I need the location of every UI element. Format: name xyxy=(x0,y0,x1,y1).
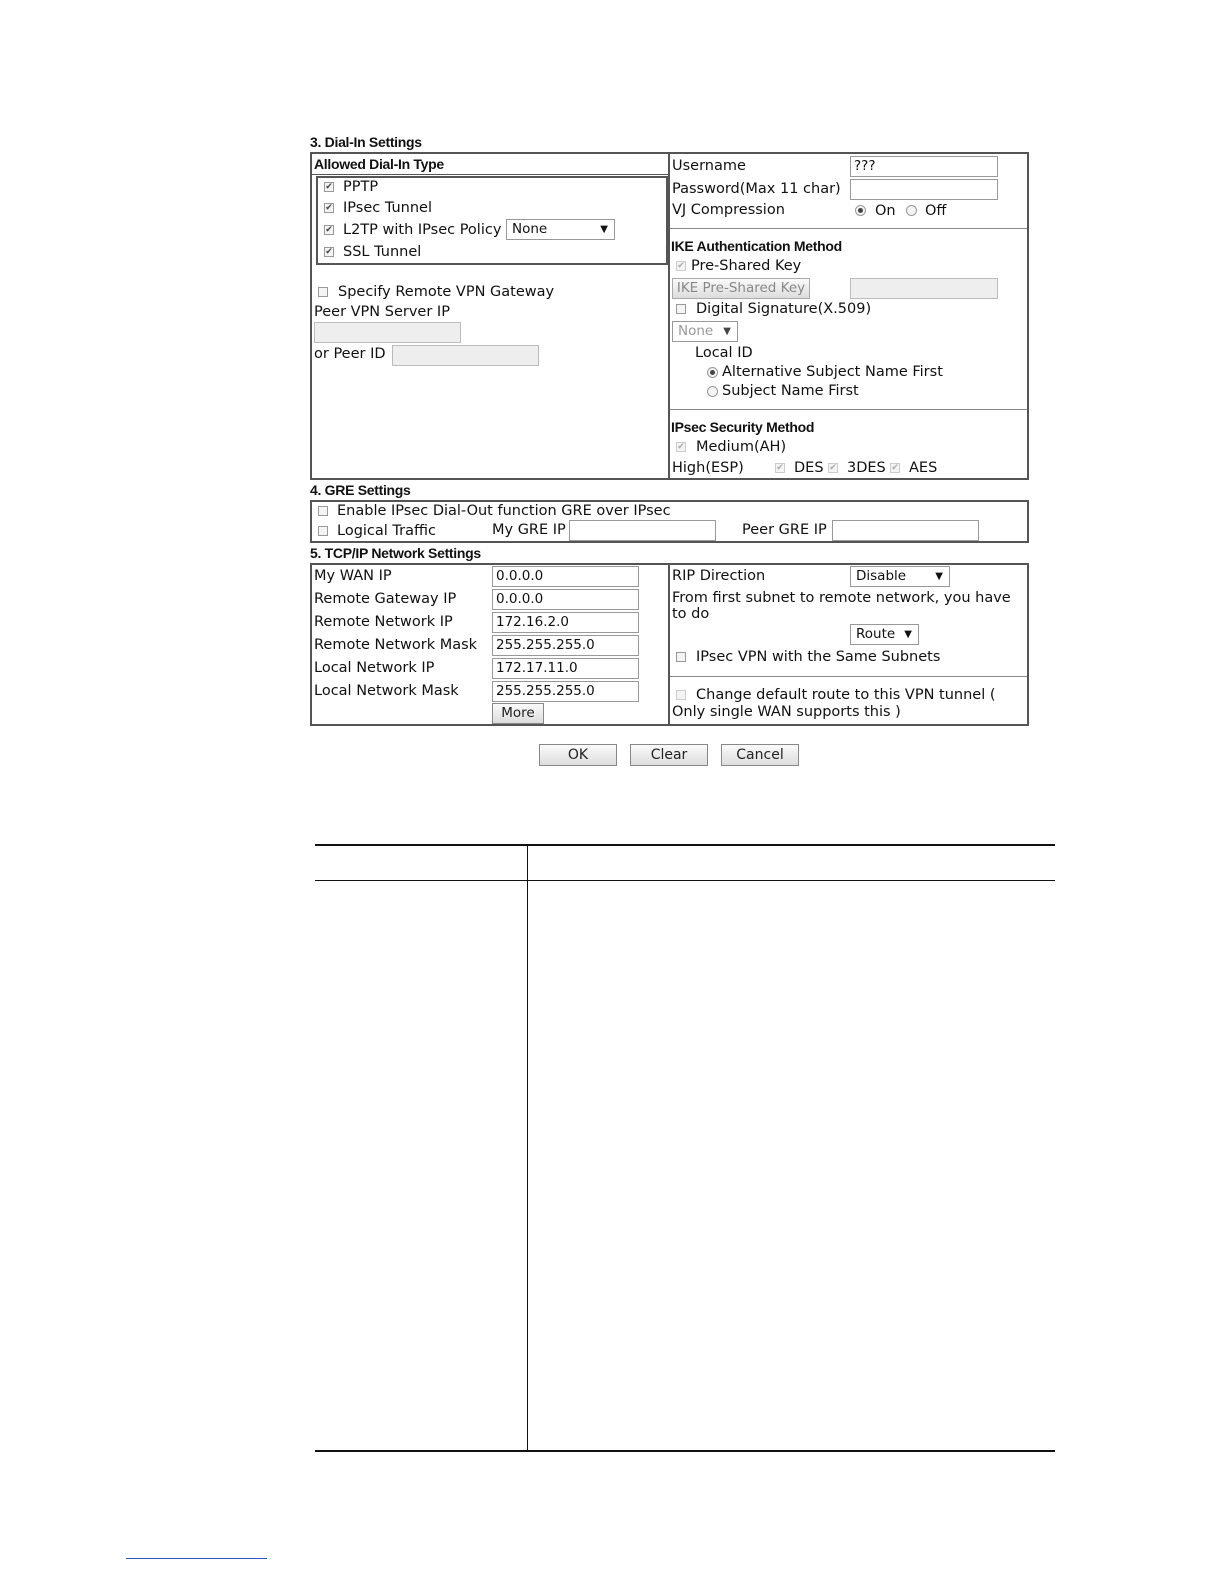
peer-gre-ip-label: Peer GRE IP xyxy=(742,522,827,538)
vj-on-label: On xyxy=(875,203,896,219)
alt-subject-radio[interactable] xyxy=(707,367,718,378)
or-peer-id-label: or Peer ID xyxy=(314,346,386,362)
signature-select[interactable] xyxy=(672,321,738,342)
tcpip-section-title: 5. TCP/IP Network Settings xyxy=(310,545,481,561)
ipsec-tunnel-label: IPsec Tunnel xyxy=(343,200,432,216)
divider xyxy=(312,174,668,175)
ipsec-tunnel-checkbox[interactable]: ✔ xyxy=(325,203,333,213)
ssl-tunnel-label: SSL Tunnel xyxy=(343,244,422,260)
tcpip-divider xyxy=(668,563,670,726)
digital-signature-checkbox[interactable] xyxy=(676,304,686,314)
chevron-down-icon: ▼ xyxy=(935,571,943,582)
l2tp-label: L2TP with IPsec Policy xyxy=(343,222,502,238)
local-network-ip-input[interactable]: 172.17.11.0 xyxy=(492,658,639,679)
my-wan-ip-label: My WAN IP xyxy=(314,568,392,584)
enable-gre-checkbox[interactable] xyxy=(318,506,328,516)
alt-subject-label: Alternative Subject Name First xyxy=(722,364,943,380)
pptp-checkbox[interactable]: ✔ xyxy=(325,182,333,192)
des-checkbox[interactable]: ✔ xyxy=(776,463,784,473)
vj-off-radio[interactable] xyxy=(906,205,917,216)
l2tp-policy-select[interactable] xyxy=(506,219,615,240)
table-column-divider xyxy=(527,845,528,1451)
more-button[interactable]: More xyxy=(492,703,544,724)
enable-gre-label: Enable IPsec Dial-Out function GRE over IPsec xyxy=(337,503,671,519)
dialin-divider xyxy=(668,152,670,480)
gre-section-title: 4. GRE Settings xyxy=(310,482,411,498)
table-bottom-rule xyxy=(315,1450,1055,1452)
divider xyxy=(670,228,1027,229)
change-default-route-label: Change default route to this VPN tunnel ( xyxy=(696,687,996,703)
medium-ah-label: Medium(AH) xyxy=(696,439,787,455)
remote-gateway-ip-label: Remote Gateway IP xyxy=(314,591,457,607)
clear-button[interactable]: Clear xyxy=(630,744,708,766)
l2tp-policy-value: None xyxy=(512,221,548,237)
from-first-subnet-text: From first subnet to remote network, you have xyxy=(672,590,1011,606)
high-esp-label: High(ESP) xyxy=(672,460,744,476)
ok-button[interactable]: OK xyxy=(539,744,617,766)
pre-shared-key-label: Pre-Shared Key xyxy=(691,258,802,274)
des-label: DES xyxy=(794,460,824,476)
route-value: Route xyxy=(856,626,896,642)
rip-direction-label: RIP Direction xyxy=(672,568,766,584)
peer-server-ip-label: Peer VPN Server IP xyxy=(314,304,450,320)
ike-psk-button[interactable]: IKE Pre-Shared Key xyxy=(672,278,810,299)
cancel-button[interactable]: Cancel xyxy=(721,744,799,766)
my-gre-ip-input[interactable] xyxy=(569,520,716,541)
logical-traffic-label: Logical Traffic xyxy=(337,523,436,539)
aes-checkbox[interactable]: ✔ xyxy=(891,463,899,473)
chevron-down-icon: ▼ xyxy=(723,326,731,337)
3des-checkbox[interactable]: ✔ xyxy=(829,463,837,473)
chevron-down-icon: ▼ xyxy=(904,629,912,640)
my-gre-ip-label: My GRE IP xyxy=(492,522,566,538)
medium-ah-checkbox[interactable]: ✔ xyxy=(677,442,685,452)
username-input[interactable]: ??? xyxy=(850,156,998,177)
table-top-rule xyxy=(315,844,1055,846)
rip-direction-select[interactable] xyxy=(850,566,950,587)
dialin-section-title: 3. Dial-In Settings xyxy=(310,134,422,150)
vj-on-radio[interactable] xyxy=(855,205,866,216)
specify-remote-checkbox[interactable] xyxy=(318,287,328,297)
remote-network-ip-input[interactable]: 172.16.2.0 xyxy=(492,612,639,633)
route-select[interactable] xyxy=(850,624,919,645)
peer-gre-ip-input[interactable] xyxy=(832,520,979,541)
aes-label: AES xyxy=(909,460,938,476)
pre-shared-key-checkbox[interactable]: ✔ xyxy=(677,261,685,271)
subject-first-label: Subject Name First xyxy=(722,383,859,399)
peer-id-input[interactable] xyxy=(392,345,539,366)
specify-remote-label: Specify Remote VPN Gateway xyxy=(338,284,555,300)
ike-auth-title: IKE Authentication Method xyxy=(671,238,842,254)
rip-direction-value: Disable xyxy=(856,568,907,584)
my-wan-ip-input[interactable]: 0.0.0.0 xyxy=(492,566,639,587)
change-default-route-checkbox[interactable] xyxy=(676,690,686,700)
remote-gateway-ip-input[interactable]: 0.0.0.0 xyxy=(492,589,639,610)
ssl-tunnel-checkbox[interactable]: ✔ xyxy=(325,247,333,257)
ike-psk-input[interactable] xyxy=(850,278,998,299)
username-label: Username xyxy=(672,158,746,174)
local-network-ip-label: Local Network IP xyxy=(314,660,435,676)
ipsec-security-title: IPsec Security Method xyxy=(671,419,815,435)
password-label: Password(Max 11 char) xyxy=(672,181,841,197)
same-subnets-label: IPsec VPN with the Same Subnets xyxy=(696,649,941,665)
divider xyxy=(670,409,1027,410)
allowed-dialin-title: Allowed Dial-In Type xyxy=(314,156,444,172)
logical-traffic-checkbox[interactable] xyxy=(318,526,328,536)
remote-network-ip-label: Remote Network IP xyxy=(314,614,453,630)
table-header-rule xyxy=(315,880,1055,881)
peer-server-ip-input[interactable] xyxy=(314,322,461,343)
l2tp-checkbox[interactable]: ✔ xyxy=(325,225,333,235)
local-network-mask-input[interactable]: 255.255.255.0 xyxy=(492,681,639,702)
vj-off-label: Off xyxy=(925,203,947,219)
3des-label: 3DES xyxy=(847,460,886,476)
signature-select-value: None xyxy=(678,323,714,339)
remote-network-mask-label: Remote Network Mask xyxy=(314,637,478,653)
only-single-wan-text: Only single WAN supports this ) xyxy=(672,704,901,720)
subject-first-radio[interactable] xyxy=(707,386,718,397)
pptp-label: PPTP xyxy=(343,179,379,195)
local-id-label: Local ID xyxy=(695,345,753,361)
chevron-down-icon: ▼ xyxy=(600,224,608,235)
remote-network-mask-input[interactable]: 255.255.255.0 xyxy=(492,635,639,656)
password-input[interactable] xyxy=(850,179,998,200)
local-network-mask-label: Local Network Mask xyxy=(314,683,459,699)
same-subnets-checkbox[interactable] xyxy=(676,652,686,662)
digital-signature-label: Digital Signature(X.509) xyxy=(696,301,872,317)
vj-compression-label: VJ Compression xyxy=(672,202,785,218)
footer-link-underline xyxy=(126,1558,267,1559)
to-do-text: to do xyxy=(672,606,710,622)
divider xyxy=(670,676,1027,677)
